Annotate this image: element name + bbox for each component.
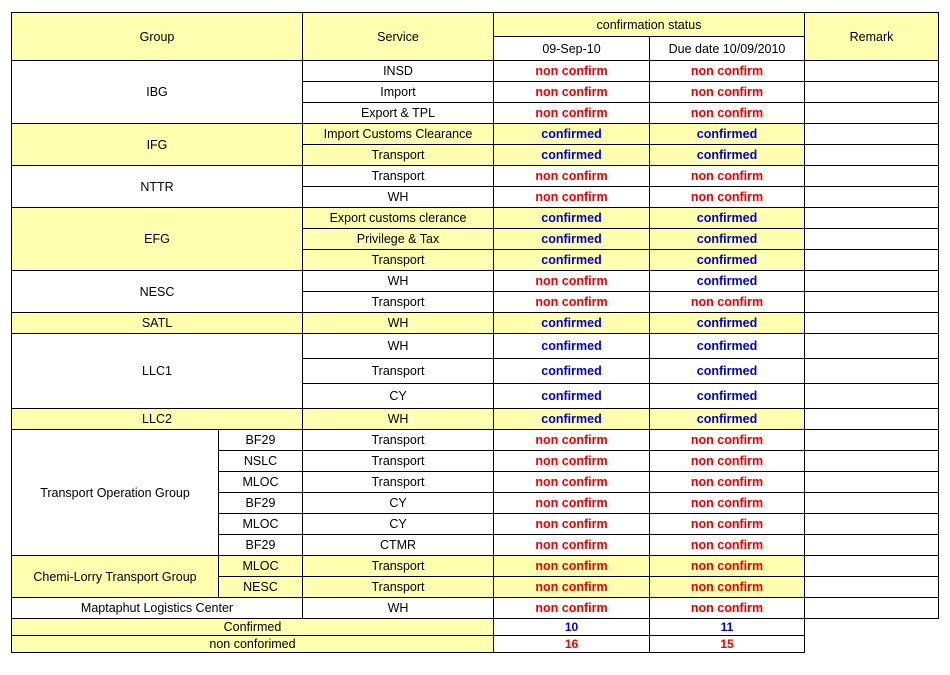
- sub-unit: MLOC: [219, 514, 303, 535]
- service-name: Transport: [303, 166, 494, 187]
- status-cell: confirmed: [650, 313, 805, 334]
- status-cell: non confirm: [650, 82, 805, 103]
- status-cell: non confirm: [494, 535, 650, 556]
- empty-cell: [805, 636, 939, 653]
- table-row: [12, 598, 939, 619]
- status-cell: non confirm: [650, 61, 805, 82]
- summary-confirmed: [12, 619, 939, 636]
- remark-cell: [805, 229, 939, 250]
- status-cell: confirmed: [650, 334, 805, 359]
- status-cell: confirmed: [494, 334, 650, 359]
- status-cell: confirmed: [494, 229, 650, 250]
- status-cell: confirmed: [494, 313, 650, 334]
- service-name: Transport: [303, 250, 494, 271]
- status-cell: non confirm: [494, 82, 650, 103]
- header-remark: Remark: [805, 13, 939, 61]
- status-cell: non confirm: [494, 430, 650, 451]
- status-cell: confirmed: [650, 145, 805, 166]
- remark-cell: [805, 598, 939, 619]
- status-cell: non confirm: [650, 103, 805, 124]
- service-name: WH: [303, 271, 494, 292]
- status-cell: confirmed: [650, 359, 805, 384]
- group-name: EFG: [12, 208, 303, 271]
- table-row: [12, 271, 939, 292]
- header-service: Service: [303, 13, 494, 61]
- remark-cell: [805, 292, 939, 313]
- group-name: LLC1: [12, 334, 303, 409]
- remark-cell: [805, 535, 939, 556]
- service-name: Transport: [303, 472, 494, 493]
- status-cell: non confirm: [494, 103, 650, 124]
- status-cell: non confirm: [494, 61, 650, 82]
- status-cell: confirmed: [650, 250, 805, 271]
- remark-cell: [805, 271, 939, 292]
- service-name: Transport: [303, 359, 494, 384]
- sub-unit: NESC: [219, 577, 303, 598]
- table-row: [12, 124, 939, 145]
- summary-confirmed-count: 10: [494, 619, 650, 636]
- status-cell: confirmed: [494, 208, 650, 229]
- service-name: Transport: [303, 145, 494, 166]
- status-cell: non confirm: [650, 187, 805, 208]
- service-name: WH: [303, 598, 494, 619]
- summary-confirmed-label: Confirmed: [12, 619, 494, 636]
- status-cell: non confirm: [494, 271, 650, 292]
- group-name: NTTR: [12, 166, 303, 208]
- group-name: IFG: [12, 124, 303, 166]
- table-row: [12, 430, 939, 451]
- status-cell: confirmed: [494, 145, 650, 166]
- status-cell: non confirm: [494, 577, 650, 598]
- remark-cell: [805, 472, 939, 493]
- remark-cell: [805, 124, 939, 145]
- service-name: Transport: [303, 577, 494, 598]
- remark-cell: [805, 409, 939, 430]
- table-row: [12, 409, 939, 430]
- group-name: IBG: [12, 61, 303, 124]
- service-name: INSD: [303, 61, 494, 82]
- status-cell: confirmed: [650, 124, 805, 145]
- status-cell: non confirm: [650, 535, 805, 556]
- sub-unit: BF29: [219, 493, 303, 514]
- service-name: WH: [303, 334, 494, 359]
- status-cell: non confirm: [494, 187, 650, 208]
- status-cell: non confirm: [650, 577, 805, 598]
- summary-non-confirmed-label: non conforimed: [12, 636, 494, 653]
- service-name: WH: [303, 187, 494, 208]
- remark-cell: [805, 61, 939, 82]
- status-cell: confirmed: [494, 359, 650, 384]
- status-cell: non confirm: [494, 292, 650, 313]
- status-cell: non confirm: [650, 292, 805, 313]
- status-cell: non confirm: [650, 556, 805, 577]
- status-cell: non confirm: [650, 166, 805, 187]
- sub-unit: MLOC: [219, 472, 303, 493]
- status-cell: non confirm: [494, 598, 650, 619]
- status-cell: confirmed: [650, 208, 805, 229]
- service-name: Transport: [303, 292, 494, 313]
- sub-unit: BF29: [219, 535, 303, 556]
- table-row: [12, 208, 939, 229]
- remark-cell: [805, 514, 939, 535]
- service-name: WH: [303, 409, 494, 430]
- status-cell: non confirm: [494, 451, 650, 472]
- remark-cell: [805, 166, 939, 187]
- status-cell: confirmed: [494, 409, 650, 430]
- remark-cell: [805, 103, 939, 124]
- service-name: Import: [303, 82, 494, 103]
- header-group: Group: [12, 13, 303, 61]
- remark-cell: [805, 250, 939, 271]
- status-cell: non confirm: [494, 493, 650, 514]
- status-cell: non confirm: [494, 514, 650, 535]
- service-name: CTMR: [303, 535, 494, 556]
- service-name: CY: [303, 514, 494, 535]
- sub-unit: MLOC: [219, 556, 303, 577]
- group-name: SATL: [12, 313, 303, 334]
- sub-unit: NSLC: [219, 451, 303, 472]
- remark-cell: [805, 187, 939, 208]
- status-cell: non confirm: [650, 493, 805, 514]
- remark-cell: [805, 334, 939, 359]
- service-name: CY: [303, 384, 494, 409]
- remark-cell: [805, 493, 939, 514]
- group-name: LLC2: [12, 409, 303, 430]
- empty-cell: [805, 619, 939, 636]
- remark-cell: [805, 145, 939, 166]
- status-cell: non confirm: [494, 556, 650, 577]
- service-name: Export & TPL: [303, 103, 494, 124]
- service-name: Transport: [303, 451, 494, 472]
- table-row: [12, 334, 939, 359]
- status-cell: non confirm: [650, 430, 805, 451]
- status-cell: confirmed: [494, 124, 650, 145]
- service-name: CY: [303, 493, 494, 514]
- service-name: Transport: [303, 430, 494, 451]
- status-cell: non confirm: [494, 472, 650, 493]
- status-cell: non confirm: [650, 472, 805, 493]
- remark-cell: [805, 359, 939, 384]
- service-name: WH: [303, 313, 494, 334]
- status-cell: non confirm: [650, 514, 805, 535]
- remark-cell: [805, 82, 939, 103]
- service-name: Import Customs Clearance: [303, 124, 494, 145]
- table-row: [12, 61, 939, 82]
- remark-cell: [805, 313, 939, 334]
- service-name: Privilege & Tax: [303, 229, 494, 250]
- status-cell: confirmed: [494, 384, 650, 409]
- table-row: [12, 313, 939, 334]
- status-cell: non confirm: [494, 166, 650, 187]
- header-date-1: 09-Sep-10: [494, 37, 650, 61]
- group-name: Chemi-Lorry Transport Group: [12, 556, 219, 598]
- status-cell: confirmed: [650, 271, 805, 292]
- remark-cell: [805, 430, 939, 451]
- status-cell: non confirm: [650, 451, 805, 472]
- confirmation-status-table: [11, 12, 939, 653]
- status-cell: confirmed: [494, 250, 650, 271]
- summary-non-confirmed: [12, 636, 939, 653]
- remark-cell: [805, 208, 939, 229]
- service-name: Export customs clerance: [303, 208, 494, 229]
- group-name: Maptaphut Logistics Center: [12, 598, 303, 619]
- status-cell: non confirm: [650, 598, 805, 619]
- sub-unit: BF29: [219, 430, 303, 451]
- group-name: Transport Operation Group: [12, 430, 219, 556]
- table-row: [12, 166, 939, 187]
- header-confirmation-status: confirmation status: [494, 13, 805, 37]
- remark-cell: [805, 384, 939, 409]
- remark-cell: [805, 451, 939, 472]
- status-cell: confirmed: [650, 229, 805, 250]
- summary-non-confirmed-count: 16: [494, 636, 650, 653]
- remark-cell: [805, 556, 939, 577]
- summary-confirmed-count: 11: [650, 619, 805, 636]
- table-row: [12, 556, 939, 577]
- status-cell: confirmed: [650, 384, 805, 409]
- summary-non-confirmed-count: 15: [650, 636, 805, 653]
- group-name: NESC: [12, 271, 303, 313]
- service-name: Transport: [303, 556, 494, 577]
- status-cell: confirmed: [650, 409, 805, 430]
- remark-cell: [805, 577, 939, 598]
- header-date-2: Due date 10/09/2010: [650, 37, 805, 61]
